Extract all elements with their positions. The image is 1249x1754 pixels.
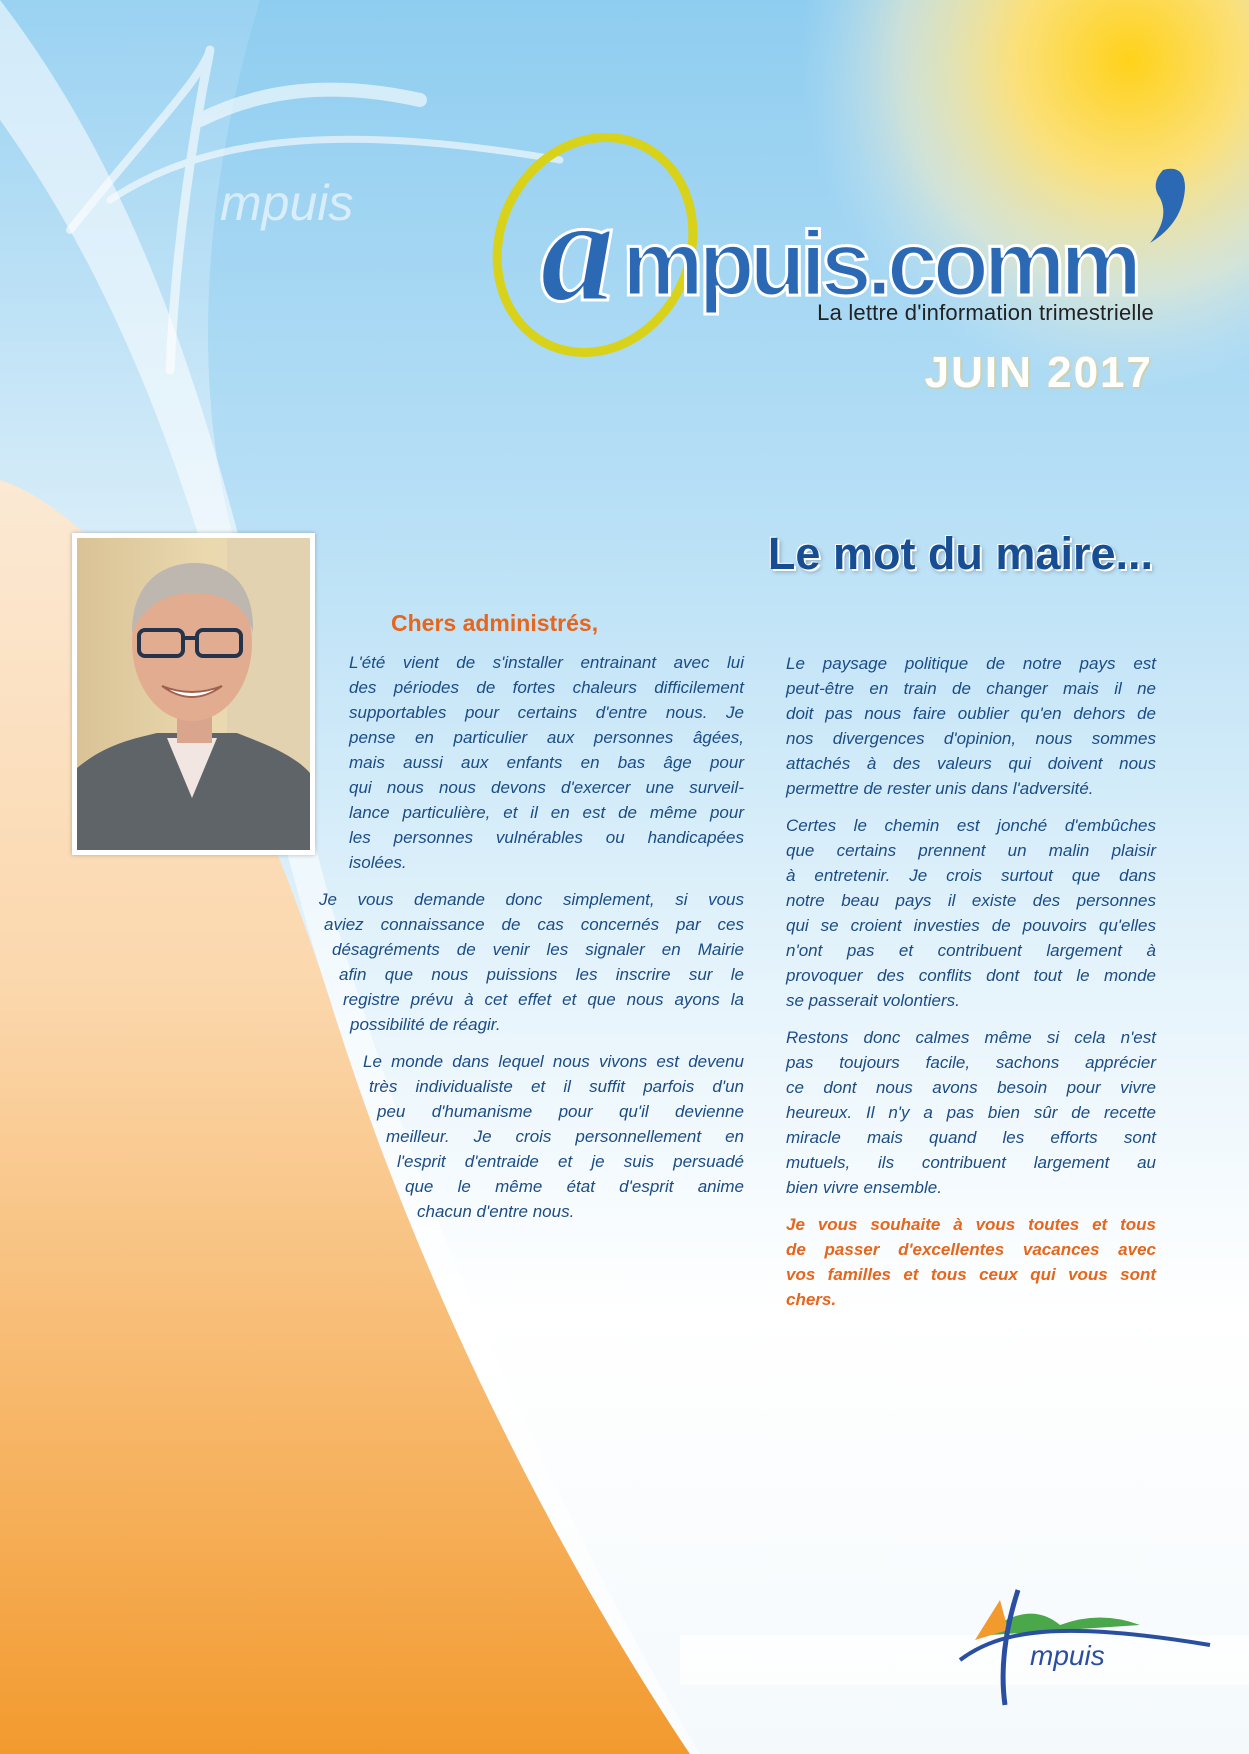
text-line: Certes le chemin est jonché d'embûches	[786, 816, 1156, 835]
text-line: qui nous nous devons d'exercer une surveil-	[349, 778, 744, 797]
text-line: supportables pour certains d'entre nous. Je	[349, 703, 744, 722]
letter-column-left	[0, 650, 744, 1236]
svg-text:mpuis.comm: mpuis.comm	[622, 213, 1142, 315]
text-line: bien vivre ensemble.	[786, 1178, 942, 1197]
letter-paragraph	[786, 651, 1156, 801]
text-line: notre beau pays il existe des personnes	[786, 891, 1156, 910]
text-line: L'été vient de s'installer entrainant avec lui	[349, 653, 744, 672]
svg-text:a: a	[540, 167, 615, 333]
text-line: chacun d'entre nous.	[417, 1202, 575, 1221]
text-line: Restons donc calmes même si cela n'est	[786, 1028, 1156, 1047]
text-line: l'esprit d'entraide et je suis persuadé	[397, 1152, 744, 1171]
text-line: peut-être en train de changer mais il ne	[786, 679, 1156, 698]
text-line: isolées.	[349, 853, 407, 872]
issue-date: JUIN 2017	[924, 348, 1153, 397]
text-line: des périodes de fortes chaleurs difficilement	[349, 678, 744, 697]
text-line: miracle mais quand les efforts sont	[786, 1128, 1156, 1147]
greeting: Chers administrés,	[391, 610, 599, 636]
text-line: les personnes vulnérables ou handicapées	[349, 828, 744, 847]
text-line: doit pas nous faire oublier qu'en dehors de	[786, 704, 1156, 723]
text-line: Le paysage politique de notre pays est	[786, 654, 1156, 673]
svg-text:mpuis: mpuis	[1030, 1640, 1105, 1671]
text-line: mais aussi aux enfants en bas âge pour	[349, 753, 744, 772]
letter-column-right	[786, 651, 1156, 1324]
section-title: Le mot du maire...	[767, 528, 1153, 579]
text-line: attachés à des valeurs qui doivent nous	[786, 754, 1156, 773]
letter-paragraph	[786, 1025, 1156, 1200]
letter-paragraph	[0, 650, 744, 875]
text-line: mutuels, ils contribuent largement au	[786, 1153, 1156, 1172]
text-line: peu d'humanisme pour qu'il devienne	[377, 1102, 744, 1121]
letter-paragraph	[0, 1049, 744, 1224]
text-line: Le monde dans lequel nous vivons est devenu	[363, 1052, 744, 1071]
text-line: que le même état d'esprit anime	[405, 1177, 744, 1196]
text-line: que certains prennent un malin plaisir	[786, 841, 1156, 860]
text-line: permettre de rester unis dans l'adversité.	[786, 779, 1094, 798]
text-line: registre prévu à cet effet et que nous ayons la	[343, 990, 744, 1009]
text-line: Je vous souhaite à vous toutes et tous	[786, 1215, 1156, 1234]
svg-text:mpuis: mpuis	[220, 175, 354, 231]
letter-paragraph	[0, 887, 744, 1037]
text-line: désagréments de venir les signaler en Mairie	[332, 940, 744, 959]
text-line: aviez connaissance de cas concernés par ces	[324, 915, 744, 934]
text-line: meilleur. Je crois personnellement en	[386, 1127, 744, 1146]
text-line: possibilité de réagir.	[350, 1015, 501, 1034]
text-line: se passerait volontiers.	[786, 991, 960, 1010]
text-line: nos divergences d'opinion, nous sommes	[786, 729, 1156, 748]
text-line: qui se croient investies de pouvoirs qu'elles	[786, 916, 1156, 935]
text-line: à entretenir. Je crois surtout que dans	[786, 866, 1156, 885]
text-line: lance particulière, et il en est de même pour	[349, 803, 744, 822]
text-line: chers.	[786, 1290, 837, 1309]
text-line: provoquer des conflits dont tout le monde	[786, 966, 1156, 985]
text-line: ce dont nous avons besoin pour vivre	[786, 1078, 1156, 1097]
text-line: vos familles et tous ceux qui vous sont	[786, 1265, 1156, 1284]
text-line: heureux. Il n'y a pas bien sûr de recette	[786, 1103, 1156, 1122]
text-line: très individualiste et il suffit parfois d'un	[369, 1077, 744, 1096]
masthead-subtitle: La lettre d'information trimestrielle	[817, 300, 1154, 325]
text-line: Je vous demande donc simplement, si vous	[319, 890, 744, 909]
text-line: pas toujours facile, sachons apprécier	[786, 1053, 1156, 1072]
closing-wishes	[786, 1212, 1156, 1312]
text-line: n'ont pas et contribuent largement à	[786, 941, 1156, 960]
text-line: pense en particulier aux personnes âgées,	[349, 728, 744, 747]
letter-paragraph	[786, 813, 1156, 1013]
text-line: de passer d'excellentes vacances avec	[786, 1240, 1156, 1259]
text-line: afin que nous puissions les inscrire sur le	[339, 965, 744, 984]
